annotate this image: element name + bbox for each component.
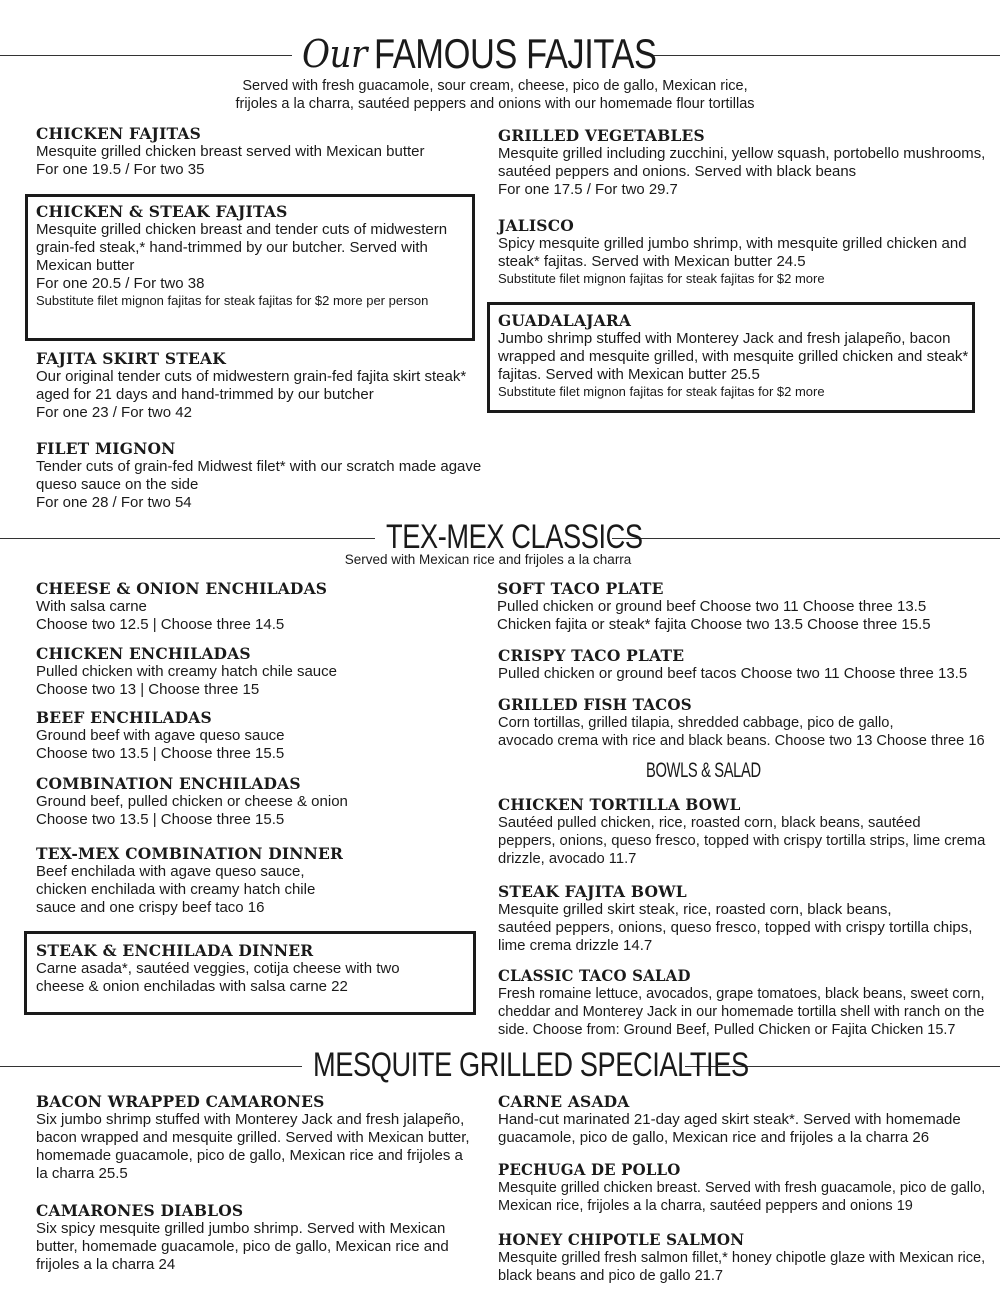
menu-item [36, 350, 466, 422]
item-desc: Corn tortillas, grilled tilapia, shredded cabbage, pico de gallo, [498, 714, 894, 731]
menu-item [498, 1093, 961, 1147]
menu-item [36, 645, 337, 699]
item-desc: butter, homemade guacamole, pico de gallo, Mexican rice and [36, 1238, 449, 1255]
item-desc: Mesquite grilled chicken breast served with Mexican butter [36, 143, 425, 160]
menu-item [36, 942, 400, 996]
item-desc: black beans and pico de gallo 21.7 [498, 1267, 724, 1284]
item-desc: Mexican butter [36, 257, 135, 274]
item-desc: wrapped and mesquite grilled, with mesquite grilled chicken and steak* [498, 348, 969, 365]
menu-item [36, 1202, 449, 1274]
item-name: STEAK & ENCHILADA DINNER [36, 941, 314, 960]
item-desc: grain-fed steak,* hand-trimmed by our butcher. Served with [36, 239, 428, 256]
item-name: JALISCO [498, 216, 574, 235]
menu-item [498, 647, 967, 683]
item-desc: peppers, onions, queso fresco, topped with crispy tortilla strips, lime crema [498, 832, 986, 849]
item-desc: queso sauce on the side [36, 476, 199, 493]
menu-item [36, 580, 327, 634]
menu-item [498, 796, 993, 868]
item-price: Choose two 13.5 | Choose three 15.5 [36, 811, 285, 828]
item-name: TEX-MEX COMBINATION DINNER [36, 844, 344, 863]
item-desc: cheese & onion enchiladas with salsa carne 22 [36, 978, 348, 995]
item-name: BACON WRAPPED CAMARONES [36, 1092, 325, 1111]
item-desc: homemade guacamole, pico de gallo, Mexican rice and frijoles a [36, 1147, 463, 1164]
section-title-bowls: BOWLS & SALAD [646, 759, 761, 782]
item-desc: Mesquite grilled including zucchini, yellow squash, portobello mushrooms, [498, 145, 986, 162]
item-price: For one 23 / For two 42 [36, 404, 192, 421]
item-name: BEEF ENCHILADAS [36, 708, 212, 727]
item-desc: avocado crema with rice and black beans. Choose two 13 Choose three 16 [498, 732, 985, 749]
item-name: CLASSIC TACO SALAD [498, 966, 691, 985]
item-name: CHICKEN ENCHILADAS [36, 644, 251, 663]
item-name: GRILLED FISH TACOS [498, 695, 692, 714]
item-desc: fajitas. Served with Mexican butter 25.5 [498, 366, 760, 383]
menu-item [36, 1093, 470, 1183]
menu-item [498, 1231, 998, 1285]
item-desc: cheddar and Monterey Jack in our homemade tortilla shell with ranch on the [498, 1003, 985, 1020]
fajitas-subtitle-1: Served with fresh guacamole, sour cream, cheese, pico de gallo, Mexican rice, [242, 78, 748, 94]
item-desc: Six jumbo shrimp stuffed with Monterey Jack and fresh jalapeño, [36, 1111, 465, 1128]
item-desc: Mesquite grilled chicken breast and tender cuts of midwestern [36, 221, 448, 238]
section-title-texmex: TEX-MEX CLASSICS [386, 518, 643, 556]
item-desc: lime crema drizzle 14.7 [498, 937, 653, 954]
item-name: CHICKEN TORTILLA BOWL [498, 795, 741, 814]
menu-item [498, 1161, 1000, 1215]
item-desc: Tender cuts of grain-fed Midwest filet* with our scratch made agave [36, 458, 482, 475]
menu-item [498, 696, 997, 750]
item-desc: Beef enchilada with agave queso sauce, [36, 863, 305, 880]
menu-item [497, 580, 931, 634]
item-name: CHICKEN & STEAK FAJITAS [36, 202, 288, 221]
item-desc: aged for 21 days and hand-trimmed by our butcher [36, 386, 374, 403]
item-price: For one 20.5 / For two 38 [36, 275, 205, 292]
item-desc: bacon wrapped and mesquite grilled. Served with Mexican butter, [36, 1129, 470, 1146]
menu-item [498, 217, 967, 287]
header-rule-right [652, 55, 1000, 56]
item-desc: Pulled chicken or ground beef Choose two 11 Choose three 13.5 [497, 598, 927, 615]
menu-item [36, 709, 285, 763]
item-desc: chicken enchilada with creamy hatch chile [36, 881, 316, 898]
item-desc: Our original tender cuts of midwestern grain-fed fajita skirt steak* [36, 368, 467, 385]
item-name: PECHUGA DE POLLO [498, 1160, 681, 1179]
item-desc: Pulled chicken or ground beef tacos Choose two 11 Choose three 13.5 [498, 665, 968, 682]
item-price: For one 28 / For two 54 [36, 494, 192, 511]
item-desc: Mesquite grilled skirt steak, rice, roasted corn, black beans, [498, 901, 892, 918]
section-title-mesquite: MESQUITE GRILLED SPECIALTIES [313, 1046, 749, 1084]
item-name: SOFT TACO PLATE [497, 579, 664, 598]
menu-item [498, 883, 972, 955]
item-price: Choose two 13 | Choose three 15 [36, 681, 260, 698]
item-desc: Chicken fajita or steak* fajita Choose two 13.5 Choose three 15.5 [497, 616, 931, 633]
menu-item [498, 967, 1000, 1039]
menu-item [498, 127, 988, 199]
item-desc: steak* fajitas. Served with Mexican butter 24.5 [498, 253, 806, 270]
item-desc: Hand-cut marinated 21-day aged skirt steak*. Served with homemade [498, 1111, 961, 1128]
item-desc: Jumbo shrimp stuffed with Monterey Jack and fresh jalapeño, bacon [498, 330, 951, 347]
item-note: Substitute filet mignon fajitas for steak fajitas for $2 more [498, 271, 825, 286]
item-desc: Carne asada*, sautéed veggies, cotija cheese with two [36, 960, 400, 977]
item-price: Choose two 13.5 | Choose three 15.5 [36, 745, 285, 762]
mesquite-rule-left [0, 1066, 302, 1067]
item-desc: sauce and one crispy beef taco 16 [36, 899, 265, 916]
item-desc: side. Choose from: Ground Beef, Pulled Chicken or Fajita Chicken 15.7 [498, 1021, 956, 1038]
item-price: For one 17.5 / For two 29.7 [498, 181, 678, 198]
texmex-rule-left [0, 538, 375, 539]
item-desc: Fresh romaine lettuce, avocados, grape tomatoes, black beans, sweet corn, [498, 985, 985, 1002]
item-name: FILET MIGNON [36, 439, 176, 458]
item-desc: Pulled chicken with creamy hatch chile sauce [36, 663, 337, 680]
menu-item [36, 440, 482, 512]
section-title-fajitas: FAMOUS FAJITAS [374, 30, 657, 77]
item-desc: frijoles a la charra 24 [36, 1256, 176, 1273]
item-desc: la charra 25.5 [36, 1165, 128, 1182]
item-desc: Mesquite grilled fresh salmon fillet,* honey chipotle glaze with Mexican rice, [498, 1249, 986, 1266]
item-desc: Ground beef, pulled chicken or cheese & onion [36, 793, 348, 810]
texmex-rule-right [612, 538, 1000, 539]
item-name: CAMARONES DIABLOS [36, 1201, 244, 1220]
item-note: Substitute filet mignon fajitas for steak fajitas for $2 more [498, 384, 825, 399]
menu-item [36, 775, 348, 829]
item-desc: Sautéed pulled chicken, rice, roasted corn, black beans, sautéed [498, 814, 921, 831]
item-desc: guacamole, pico de gallo, Mexican rice and frijoles a la charra 26 [498, 1129, 930, 1146]
item-name: CRISPY TACO PLATE [498, 646, 685, 665]
menu-item [36, 125, 425, 179]
item-name: CHEESE & ONION ENCHILADAS [36, 579, 328, 598]
item-desc: sautéed peppers and onions. Served with black beans [498, 163, 857, 180]
item-desc: Six spicy mesquite grilled jumbo shrimp. Served with Mexican [36, 1220, 446, 1237]
item-desc: Mesquite grilled chicken breast. Served with fresh guacamole, pico de gallo, [498, 1179, 986, 1196]
item-price: For one 19.5 / For two 35 [36, 161, 205, 178]
menu-item [498, 312, 968, 400]
item-desc: With salsa carne [36, 598, 147, 615]
fajitas-subtitle-2: frijoles a la charra, sautéed peppers and onions with our homemade flour tortillas [235, 96, 755, 112]
item-desc: Ground beef with agave queso sauce [36, 727, 285, 744]
item-name: STEAK FAJITA BOWL [498, 882, 687, 901]
item-name: FAJITA SKIRT STEAK [36, 349, 226, 368]
header-rule-left [0, 55, 292, 56]
menu-item [36, 845, 343, 917]
section-title-script: Our [302, 32, 367, 76]
item-price: Choose two 12.5 | Choose three 14.5 [36, 616, 285, 633]
item-name: CARNE ASADA [498, 1092, 630, 1111]
item-name: GUADALAJARA [498, 311, 632, 330]
item-note: Substitute filet mignon fajitas for steak fajitas for $2 more per person [36, 293, 429, 308]
item-desc: Mexican rice, frijoles a la charra, sautéed peppers and onions 19 [498, 1197, 913, 1214]
texmex-subtitle: Served with Mexican rice and frijoles a la charra [344, 552, 632, 567]
item-desc: drizzle, avocado 11.7 [498, 850, 637, 867]
item-name: COMBINATION ENCHILADAS [36, 774, 301, 793]
item-desc: Spicy mesquite grilled jumbo shrimp, with mesquite grilled chicken and [498, 235, 967, 252]
item-name: GRILLED VEGETABLES [498, 126, 705, 145]
item-desc: sautéed peppers, onions, queso fresco, topped with crispy tortilla chips, [498, 919, 973, 936]
menu-item [36, 203, 447, 309]
item-name: CHICKEN FAJITAS [36, 124, 202, 143]
item-name: HONEY CHIPOTLE SALMON [498, 1230, 745, 1249]
